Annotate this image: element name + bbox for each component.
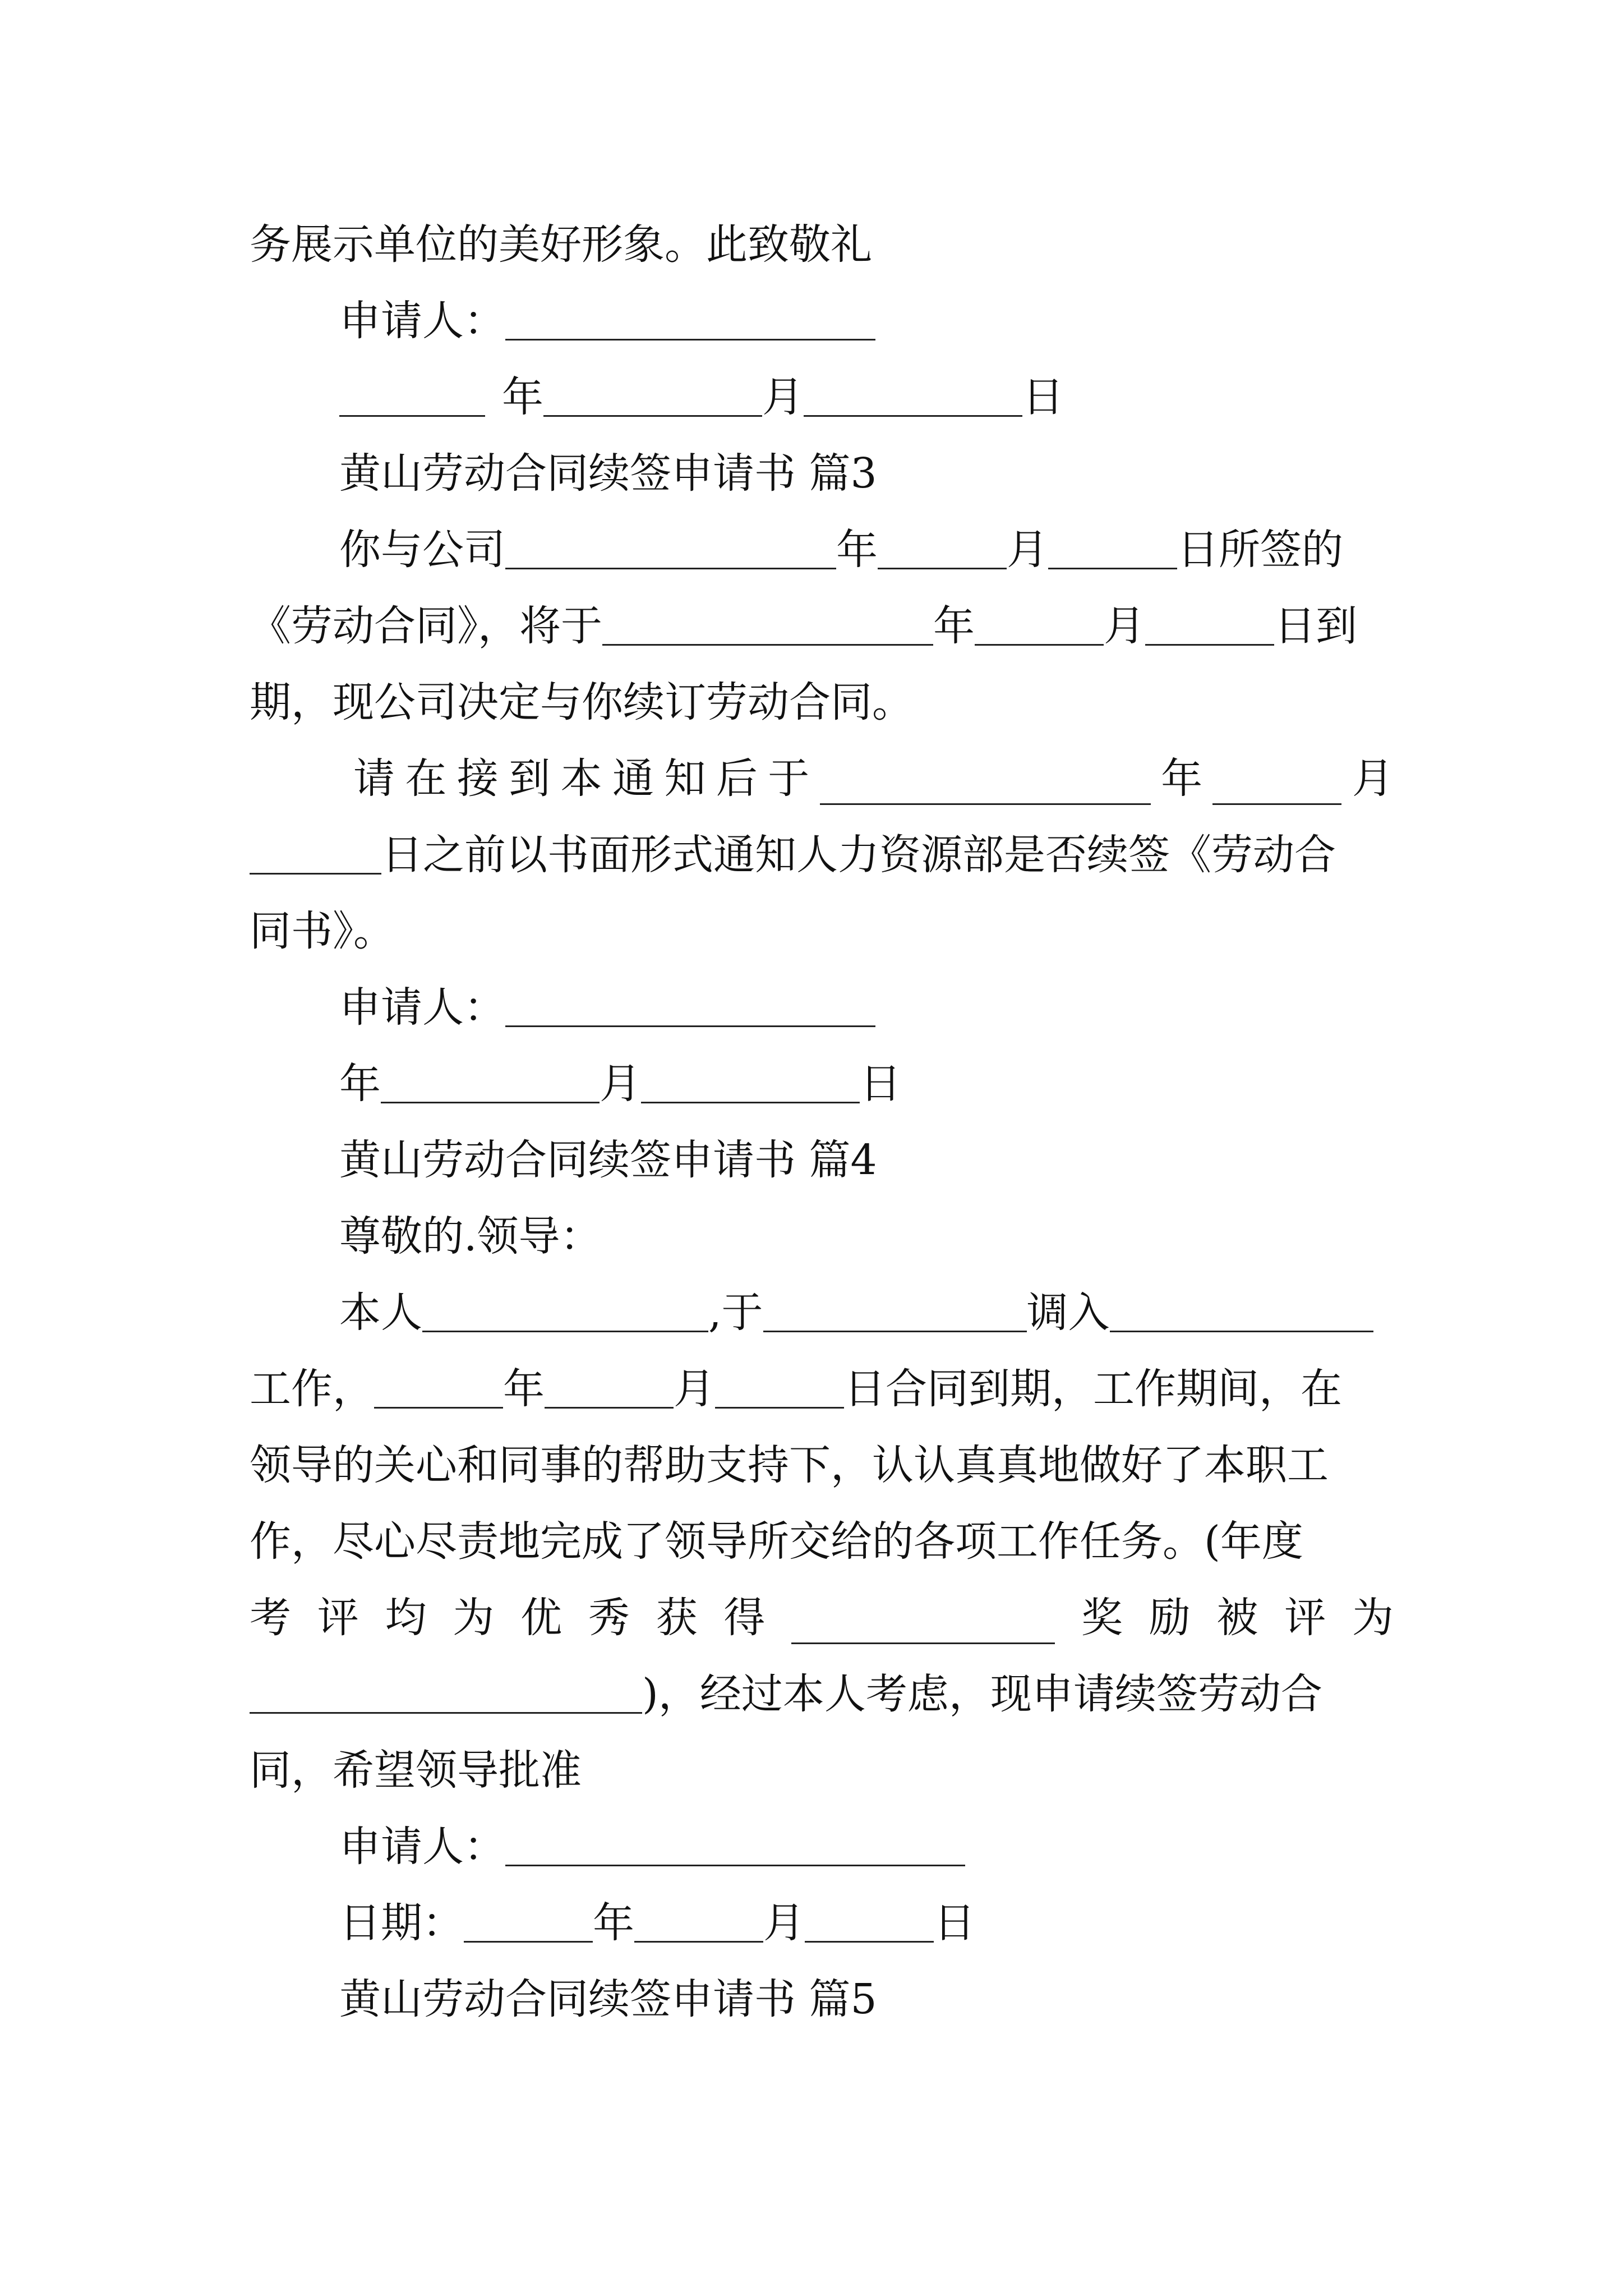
year-blank xyxy=(505,522,836,564)
month-label: 月 xyxy=(763,1899,805,1947)
date-label: 日期： xyxy=(339,1899,464,1947)
paragraph-line xyxy=(250,1576,1394,1660)
text-segment: 本人 xyxy=(339,1289,422,1337)
year-blank xyxy=(464,1895,593,1937)
char: 本 xyxy=(560,754,602,803)
month-label: 月 xyxy=(600,1060,641,1108)
paragraph-line xyxy=(339,508,1394,592)
date-line xyxy=(339,1881,1394,1965)
section-heading xyxy=(339,1118,1394,1202)
paragraph-line xyxy=(353,737,1394,821)
year-label: 年 xyxy=(836,526,878,574)
year-label: 年 xyxy=(502,373,543,421)
char: 励 xyxy=(1149,1594,1191,1642)
month-blank xyxy=(975,599,1104,640)
text-segment: 同，希望领导批准 xyxy=(250,1746,582,1795)
greeting-line xyxy=(339,1194,1394,1278)
section-heading xyxy=(339,431,1394,516)
applicant-line xyxy=(339,279,1394,363)
day-label: 日 xyxy=(934,1899,975,1947)
paragraph-line xyxy=(250,203,1394,287)
applicant-label: 申请人： xyxy=(339,1823,505,1871)
year-label: 年 xyxy=(339,1060,381,1108)
day-blank xyxy=(805,1895,934,1937)
month-label: 月 xyxy=(1007,526,1048,574)
paragraph-line xyxy=(250,1728,1394,1812)
day-blank xyxy=(641,1056,860,1098)
char: 均 xyxy=(385,1594,427,1642)
section-heading xyxy=(339,1957,1394,2041)
char: 知 xyxy=(664,754,706,803)
award-blank xyxy=(791,1597,1055,1639)
text-segment: 日到 xyxy=(1274,602,1357,650)
text-segment: )，经过本人考虑，现申请续签劳动合 xyxy=(642,1670,1322,1718)
paragraph-line xyxy=(250,584,1394,668)
signature-blank xyxy=(505,293,875,335)
char: 通 xyxy=(612,754,654,803)
year-label: 年 xyxy=(933,602,975,650)
char: 为 xyxy=(453,1594,495,1642)
paragraph-line xyxy=(250,1347,1394,1431)
date-line xyxy=(339,355,1394,439)
text-segment: 你与公司 xyxy=(339,526,505,574)
name-blank xyxy=(422,1285,708,1327)
char: 奖 xyxy=(1081,1594,1123,1642)
paragraph-line xyxy=(250,1423,1394,1507)
day-blank xyxy=(1145,599,1274,640)
heading-text: 黄山劳动合同续签申请书 篇5 xyxy=(339,1975,877,2023)
month-label: 月 xyxy=(674,1365,715,1413)
text-segment: ,于 xyxy=(708,1289,763,1337)
text-segment: 日之前以书面形式通知人力资源部是否续签《劳动合 xyxy=(381,831,1336,879)
text-segment: 《劳动合同》，将于 xyxy=(250,602,602,650)
month-label: 月 xyxy=(1104,602,1145,650)
date-blank xyxy=(763,1285,1027,1327)
char: 评 xyxy=(1284,1594,1326,1642)
paragraph-line xyxy=(250,1499,1394,1584)
day-blank xyxy=(250,827,381,869)
char: 于 xyxy=(768,754,810,803)
year-label: 年 xyxy=(503,1365,545,1413)
applicant-label: 申请人： xyxy=(339,297,505,345)
char: 为 xyxy=(1352,1594,1394,1642)
paragraph-line xyxy=(250,889,1394,973)
title-blank xyxy=(250,1667,642,1708)
paragraph-line xyxy=(339,1271,1394,1355)
department-blank xyxy=(1110,1285,1373,1327)
signature-blank xyxy=(505,980,875,1022)
char: 后 xyxy=(716,754,758,803)
text-segment: 日合同到期，工作期间，在 xyxy=(844,1365,1342,1413)
day-blank xyxy=(804,370,1022,411)
month-blank xyxy=(545,1361,674,1403)
month-blank xyxy=(543,370,762,411)
char: 接 xyxy=(457,754,499,803)
char: 到 xyxy=(509,754,551,803)
month-blank xyxy=(1212,758,1341,799)
applicant-label: 申请人： xyxy=(339,983,505,1032)
heading-text: 黄山劳动合同续签申请书 篇3 xyxy=(339,449,877,498)
char: 在 xyxy=(405,754,447,803)
year-blank xyxy=(602,599,933,640)
month-label: 月 xyxy=(762,373,804,421)
paragraph-line xyxy=(250,660,1394,744)
char: 获 xyxy=(656,1594,698,1642)
char: 评 xyxy=(317,1594,359,1642)
year-blank xyxy=(374,1361,503,1403)
text-segment: 作，尽心尽责地完成了领导所交给的各项工作任务。(年度 xyxy=(250,1517,1303,1566)
year-label: 年 xyxy=(1161,754,1203,803)
year-label: 年 xyxy=(593,1899,634,1947)
day-blank xyxy=(715,1361,844,1403)
char: 考 xyxy=(250,1594,291,1642)
applicant-line xyxy=(339,1805,1394,1889)
signature-blank xyxy=(505,1819,965,1861)
day-label: 日 xyxy=(1022,373,1064,421)
heading-text: 黄山劳动合同续签申请书 篇4 xyxy=(339,1136,877,1184)
text-segment: 期，现公司决定与你续订劳动合同。 xyxy=(250,678,914,726)
month-blank xyxy=(381,1056,600,1098)
date-line xyxy=(339,1042,1394,1126)
month-blank xyxy=(878,522,1007,564)
text-segment: 日所签的 xyxy=(1177,526,1343,574)
paragraph-line xyxy=(250,813,1394,897)
text-segment: 领导的关心和同事的帮助支持下，认认真真地做好了本职工 xyxy=(250,1441,1329,1489)
month-blank xyxy=(634,1895,763,1937)
day-label: 日 xyxy=(860,1060,901,1108)
month-label: 月 xyxy=(1352,754,1394,803)
char: 得 xyxy=(723,1594,766,1642)
char: 请 xyxy=(353,754,395,803)
char: 秀 xyxy=(588,1594,630,1642)
char: 被 xyxy=(1216,1594,1258,1642)
text-segment: 尊敬的.领导： xyxy=(339,1212,602,1260)
char: 优 xyxy=(520,1594,562,1642)
year-blank xyxy=(820,758,1151,799)
day-blank xyxy=(1048,522,1177,564)
text-segment: 同书》。 xyxy=(250,907,395,955)
applicant-line xyxy=(339,965,1394,1050)
text-segment: 调入 xyxy=(1026,1289,1110,1337)
text-segment: 工作， xyxy=(250,1365,374,1413)
paragraph-line xyxy=(250,1652,1394,1736)
text-segment: 务展示单位的美好形象。此致敬礼 xyxy=(250,220,872,269)
year-blank xyxy=(339,370,485,411)
